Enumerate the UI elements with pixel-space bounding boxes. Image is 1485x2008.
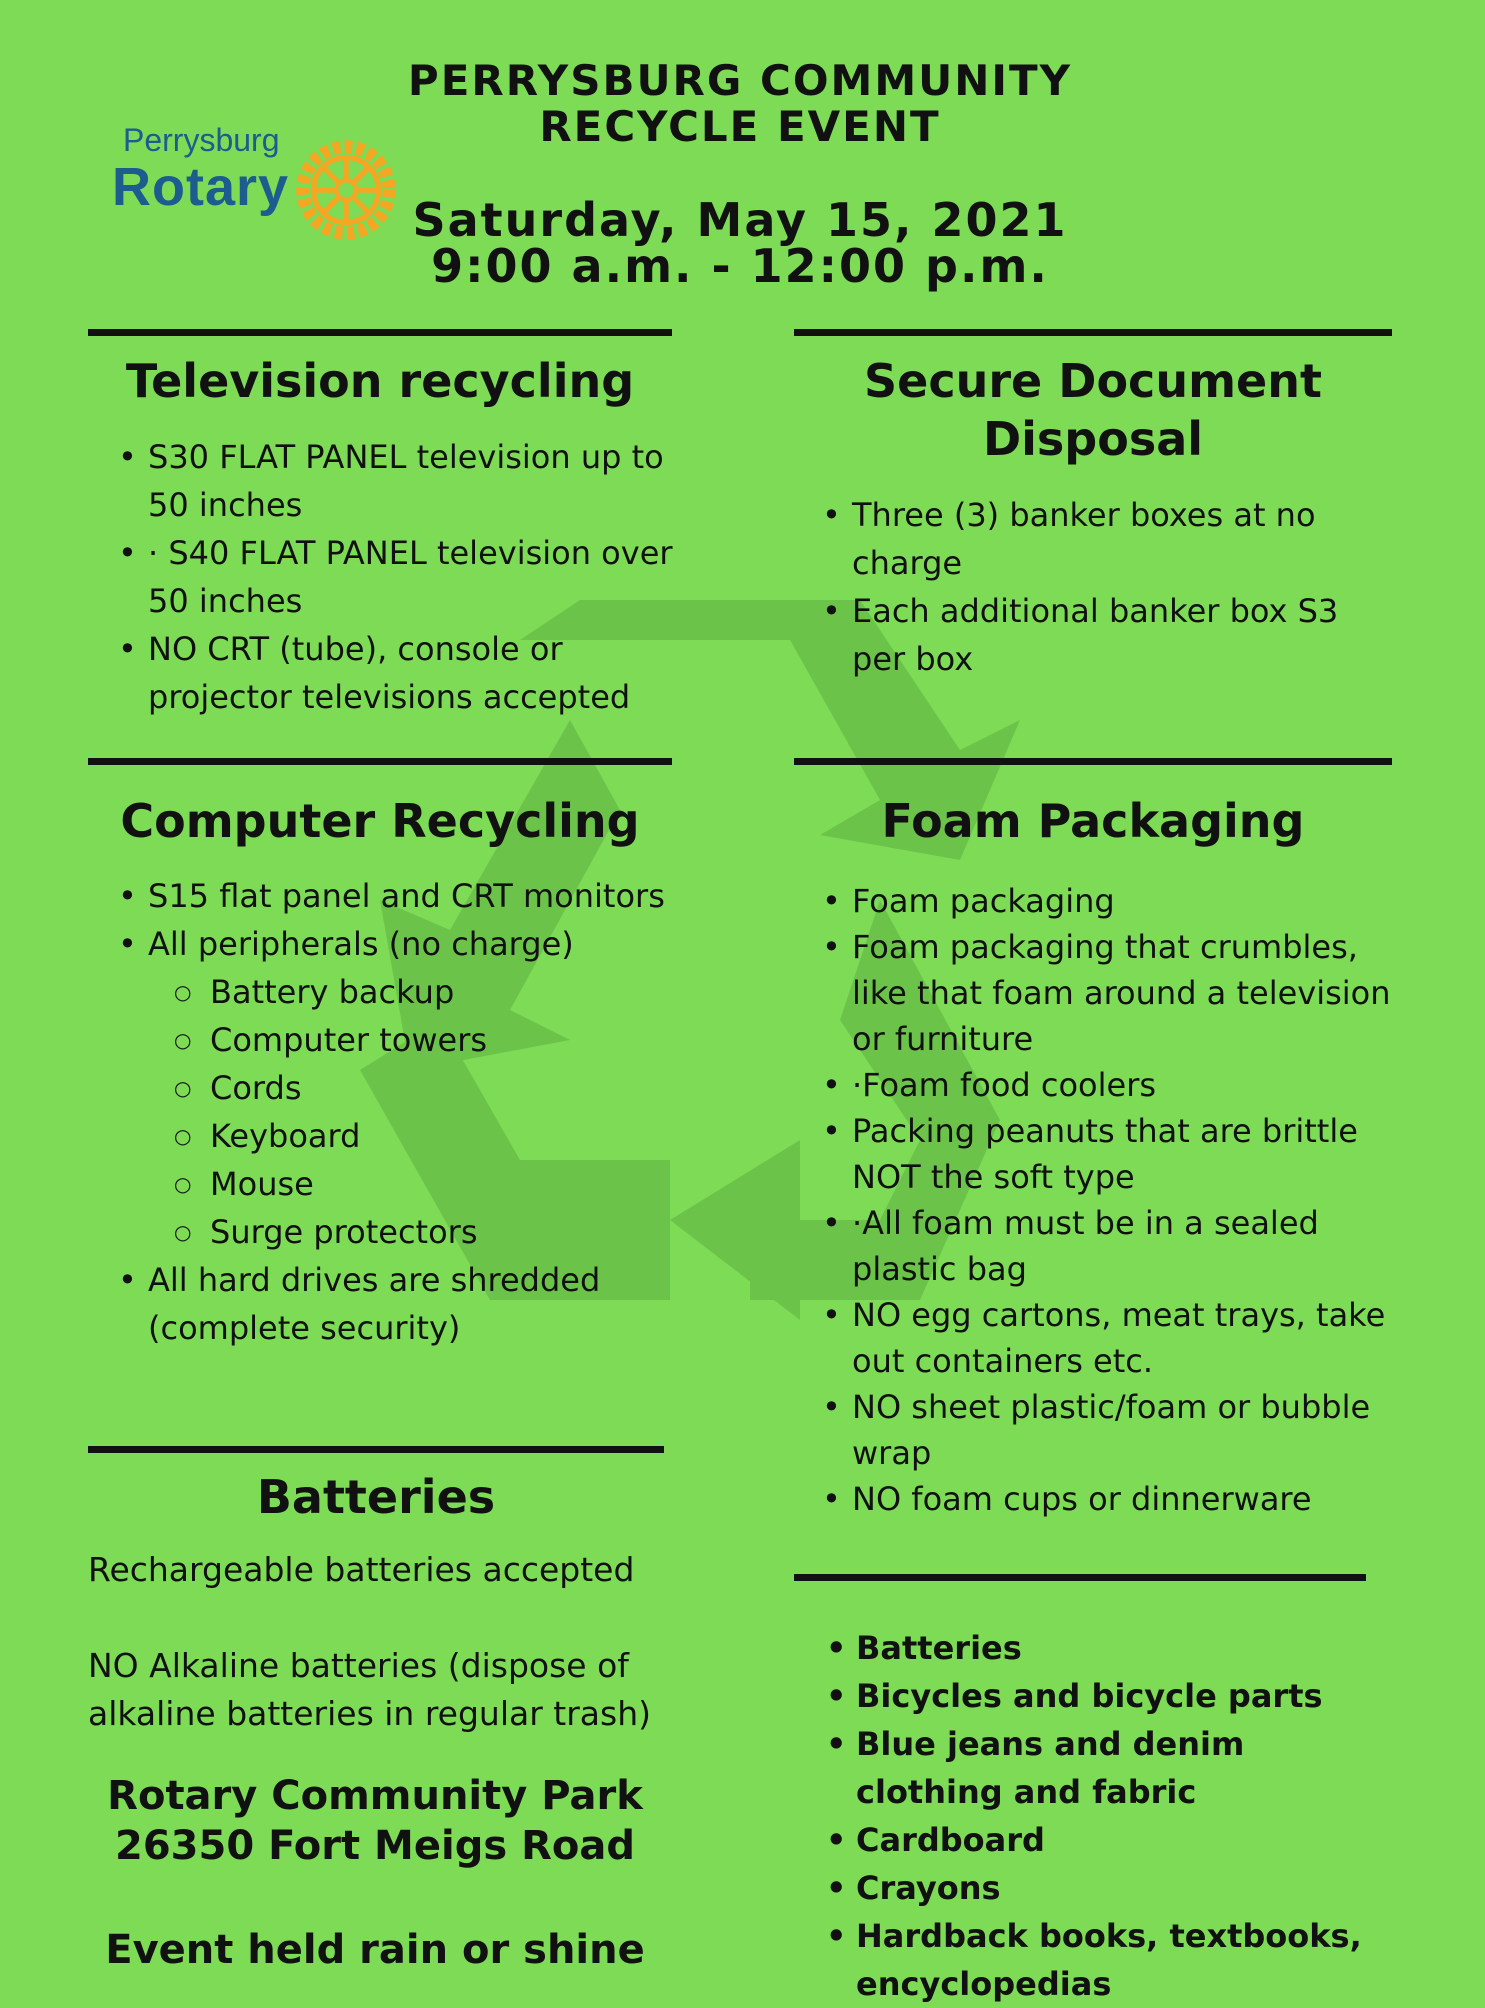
divider [794, 758, 1392, 765]
location-address: 26350 Fort Meigs Road [115, 1823, 635, 1869]
event-title-line1: PERRYSBURG COMMUNITY [407, 56, 1073, 105]
list-item: • Three (3) banker boxes at no charge [822, 491, 1392, 587]
divider [794, 329, 1392, 336]
divider [88, 1446, 664, 1453]
perrysburg-rotary-logo [112, 122, 412, 242]
sub-list-item: ○ Battery backup [118, 968, 688, 1016]
event-title-line2: RECYCLE EVENT [539, 102, 941, 151]
list-item: • Bicycles and bicycle parts [826, 1672, 1386, 1720]
divider [88, 329, 672, 336]
foam-heading: Foam Packaging [881, 794, 1305, 848]
list-item: • Cardboard [826, 1816, 1386, 1864]
list-item: • · S40 FLAT PANEL television over 50 inches [118, 529, 688, 625]
divider [88, 758, 672, 765]
sub-list-item: ○ Surge protectors [118, 1208, 688, 1256]
logo-small-text: Perrysburg [123, 122, 280, 158]
event-date: Saturday, May 15, 2021 [412, 193, 1068, 247]
list-item: • S30 FLAT PANEL television up to 50 inches [118, 433, 688, 529]
list-item: • Hardback books, textbooks, encyclopedias [826, 1912, 1386, 2008]
list-item: • NO foam cups or dinnerware [822, 1476, 1394, 1522]
list-item: • Foam packaging that crumbles, like that foam around a television or furniture [822, 924, 1394, 1062]
event-time: 9:00 a.m. - 12:00 p.m. [431, 239, 1049, 293]
sub-list-item: ○ Keyboard [118, 1112, 688, 1160]
list-item: • ·Foam food coolers [822, 1062, 1394, 1108]
location-name: Rotary Community Park [107, 1773, 643, 1819]
documents-heading-line2: Disposal [982, 412, 1204, 466]
batteries-alkaline-text: NO Alkaline batteries (dispose of alkaline batteries in regular trash) [88, 1646, 651, 1733]
list-item: • Batteries [826, 1624, 1386, 1672]
list-item: • Blue jeans and denim clothing and fabric [826, 1720, 1386, 1816]
list-item: • NO sheet plastic/foam or bubble wrap [822, 1384, 1394, 1476]
list-item: • NO egg cartons, meat trays, take out containers etc. [822, 1292, 1394, 1384]
sub-list-item: ○ Computer towers [118, 1016, 688, 1064]
logo-big-text: Rotary [112, 157, 290, 217]
documents-heading-line1: Secure Document [864, 354, 1322, 408]
sub-list-item: ○ Cords [118, 1064, 688, 1112]
computer-heading: Computer Recycling [120, 794, 640, 848]
list-item: • Each additional banker box S3 per box [822, 587, 1392, 683]
list-item: • Crayons [826, 1864, 1386, 1912]
batteries-heading: Batteries [256, 1470, 496, 1524]
batteries-accepted-text: Rechargeable batteries accepted [88, 1550, 635, 1589]
other-items-list [826, 1624, 1386, 2008]
divider [794, 1574, 1366, 1581]
foam-list [822, 878, 1394, 1522]
computer-list [118, 872, 688, 1352]
list-item: • Packing peanuts that are brittle NOT the soft type [822, 1108, 1394, 1200]
rain-or-shine-note: Event held rain or shine [105, 1927, 645, 1973]
list-item: • All hard drives are shredded (complete security) [118, 1256, 688, 1352]
television-list [118, 433, 688, 721]
television-heading: Television recycling [125, 354, 635, 408]
list-item: • ·All foam must be in a sealed plastic bag [822, 1200, 1394, 1292]
list-item: • S15 flat panel and CRT monitors [118, 872, 688, 920]
list-item: • Foam packaging [822, 878, 1394, 924]
list-item: • NO CRT (tube), console or projector televisions accepted [118, 625, 688, 721]
documents-list [822, 491, 1392, 683]
list-item: • All peripherals (no charge) [118, 920, 688, 968]
sub-list-item: ○ Mouse [118, 1160, 688, 1208]
